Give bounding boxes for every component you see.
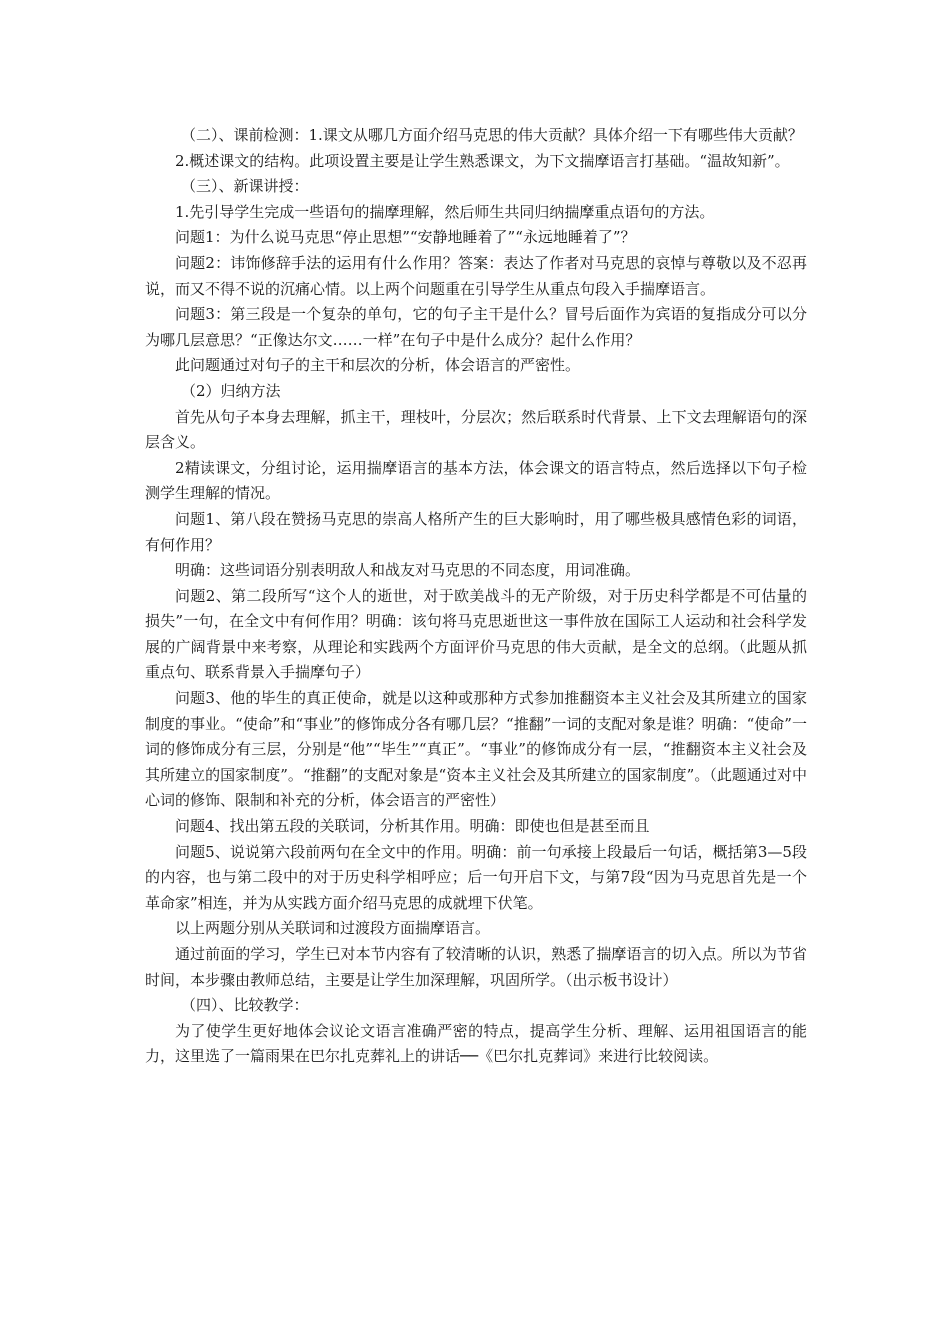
question-paragraph: 问题2：讳饰修辞手法的运用有什么作用？答案：表达了作者对马克思的哀悼与尊敬以及不忍再说，而又不得不说的沉痛心情。以上两个问题重在引导学生从重点句段入手揣摩语言。 — [145, 253, 807, 298]
answer-paragraph: 明确：这些词语分别表明敌人和战友对马克思的不同态度，用词准确。 — [175, 561, 641, 580]
paragraph: 2精读课文，分组讨论，运用揣摩语言的基本方法，体会课文的语言特点，然后选择以下句子检测学生理解的情况。 — [145, 458, 807, 503]
question-paragraph: 问题1：为什么说马克思“停止思想”“安静地睡着了”“永远地睡着了”？ — [175, 228, 636, 247]
section-heading-new-lesson: （三）、新课讲授： — [181, 177, 309, 196]
question-paragraph: 问题4、找出第五段的关联词，分析其作用。明确：即使也但是甚至而且 — [175, 817, 650, 836]
paragraph: 1.先引导学生完成一些语句的揣摩理解，然后师生共同归纳揣摩重点语句的方法。 — [175, 202, 715, 221]
question-paragraph: 问题1、第八段在赞扬马克思的崇高人格所产生的巨大影响时，用了哪些极具感情色彩的词语，有何作用？ — [145, 509, 807, 554]
section-heading-methods: （2）归纳方法 — [181, 381, 281, 400]
document-body — [145, 123, 807, 1070]
question-paragraph: 问题3、他的毕生的真正使命，就是以这种或那种方式参加推翻资本主义社会及其所建立的国家制度的事业。“使命”和“事业”的修饰成分各有哪几层？“推翻”一词的支配对象是谁？明确：“使命”一词的修饰成分有三层，分别是“他”“毕生”“真正”。“事业”的修饰成分有一层，“推翻资本主义社会及其所建立的国家制度”。“推翻”的支配对象是“资本主义社会及其所建立的国家制度”。（此题通过对中心词的修饰、限制和补充的分析，体会语言的严密性） — [145, 689, 807, 810]
paragraph: 2.概述课文的结构。此项设置主要是让学生熟悉课文，为下文揣摩语言打基础。“温故知新”。 — [175, 151, 790, 170]
section-heading-pre-check: （二）、课前检测：1.课文从哪几方面介绍马克思的伟大贡献？具体介绍一下有哪些伟大贡献？ — [181, 126, 803, 144]
paragraph: 首先从句子本身去理解，抓主干，理枝叶，分层次；然后联系时代背景、上下文去理解语句的深层含义。 — [145, 407, 807, 452]
paragraph: 此问题通过对句子的主干和层次的分析，体会语言的严密性。 — [175, 356, 581, 375]
section-heading-comparison: （四）、比较教学： — [181, 996, 309, 1015]
paragraph: 以上两题分别从关联词和过渡段方面揣摩语言。 — [175, 919, 491, 938]
paragraph: 为了使学生更好地体会议论文语言准确严密的特点，提高学生分析、理解、运用祖国语言的能力，这里选了一篇雨果在巴尔扎克葬礼上的讲话──《巴尔扎克葬词》来进行比较阅读。 — [145, 1021, 807, 1066]
paragraph: 通过前面的学习，学生已对本节内容有了较清晰的认识，熟悉了揣摩语言的切入点。所以为节省时间，本步骤由教师总结，主要是让学生加深理解，巩固所学。（出示板书设计） — [145, 945, 807, 989]
question-paragraph: 问题3：第三段是一个复杂的单句，它的句子主干是什么？冒号后面作为宾语的复指成分可以分为哪几层意思？“正像达尔文……一样”在句子中是什么成分？起什么作用？ — [145, 305, 807, 349]
question-paragraph: 问题2、第二段所写“这个人的逝世，对于欧美战斗的无产阶级，对于历史科学都是不可估量的损失”一句，在全文中有何作用？明确：该句将马克思逝世这一事件放在国际工人运动和社会科学发展的广阔背景中来考察，从理论和实践两个方面评价马克思的伟大贡献，是全文的总纲。（此题从抓重点句、联系背景入手揣摩句子） — [145, 586, 807, 682]
question-paragraph: 问题5、说说第六段前两句在全文中的作用。明确：前一句承接上段最后一句话，概括第3—5段的内容，也与第二段中的对于历史科学相呼应；后一句开启下文，与第7段“因为马克思首先是一个革命家”相连，并为从实践方面介绍马克思的成就埋下伏笔。 — [145, 842, 807, 912]
